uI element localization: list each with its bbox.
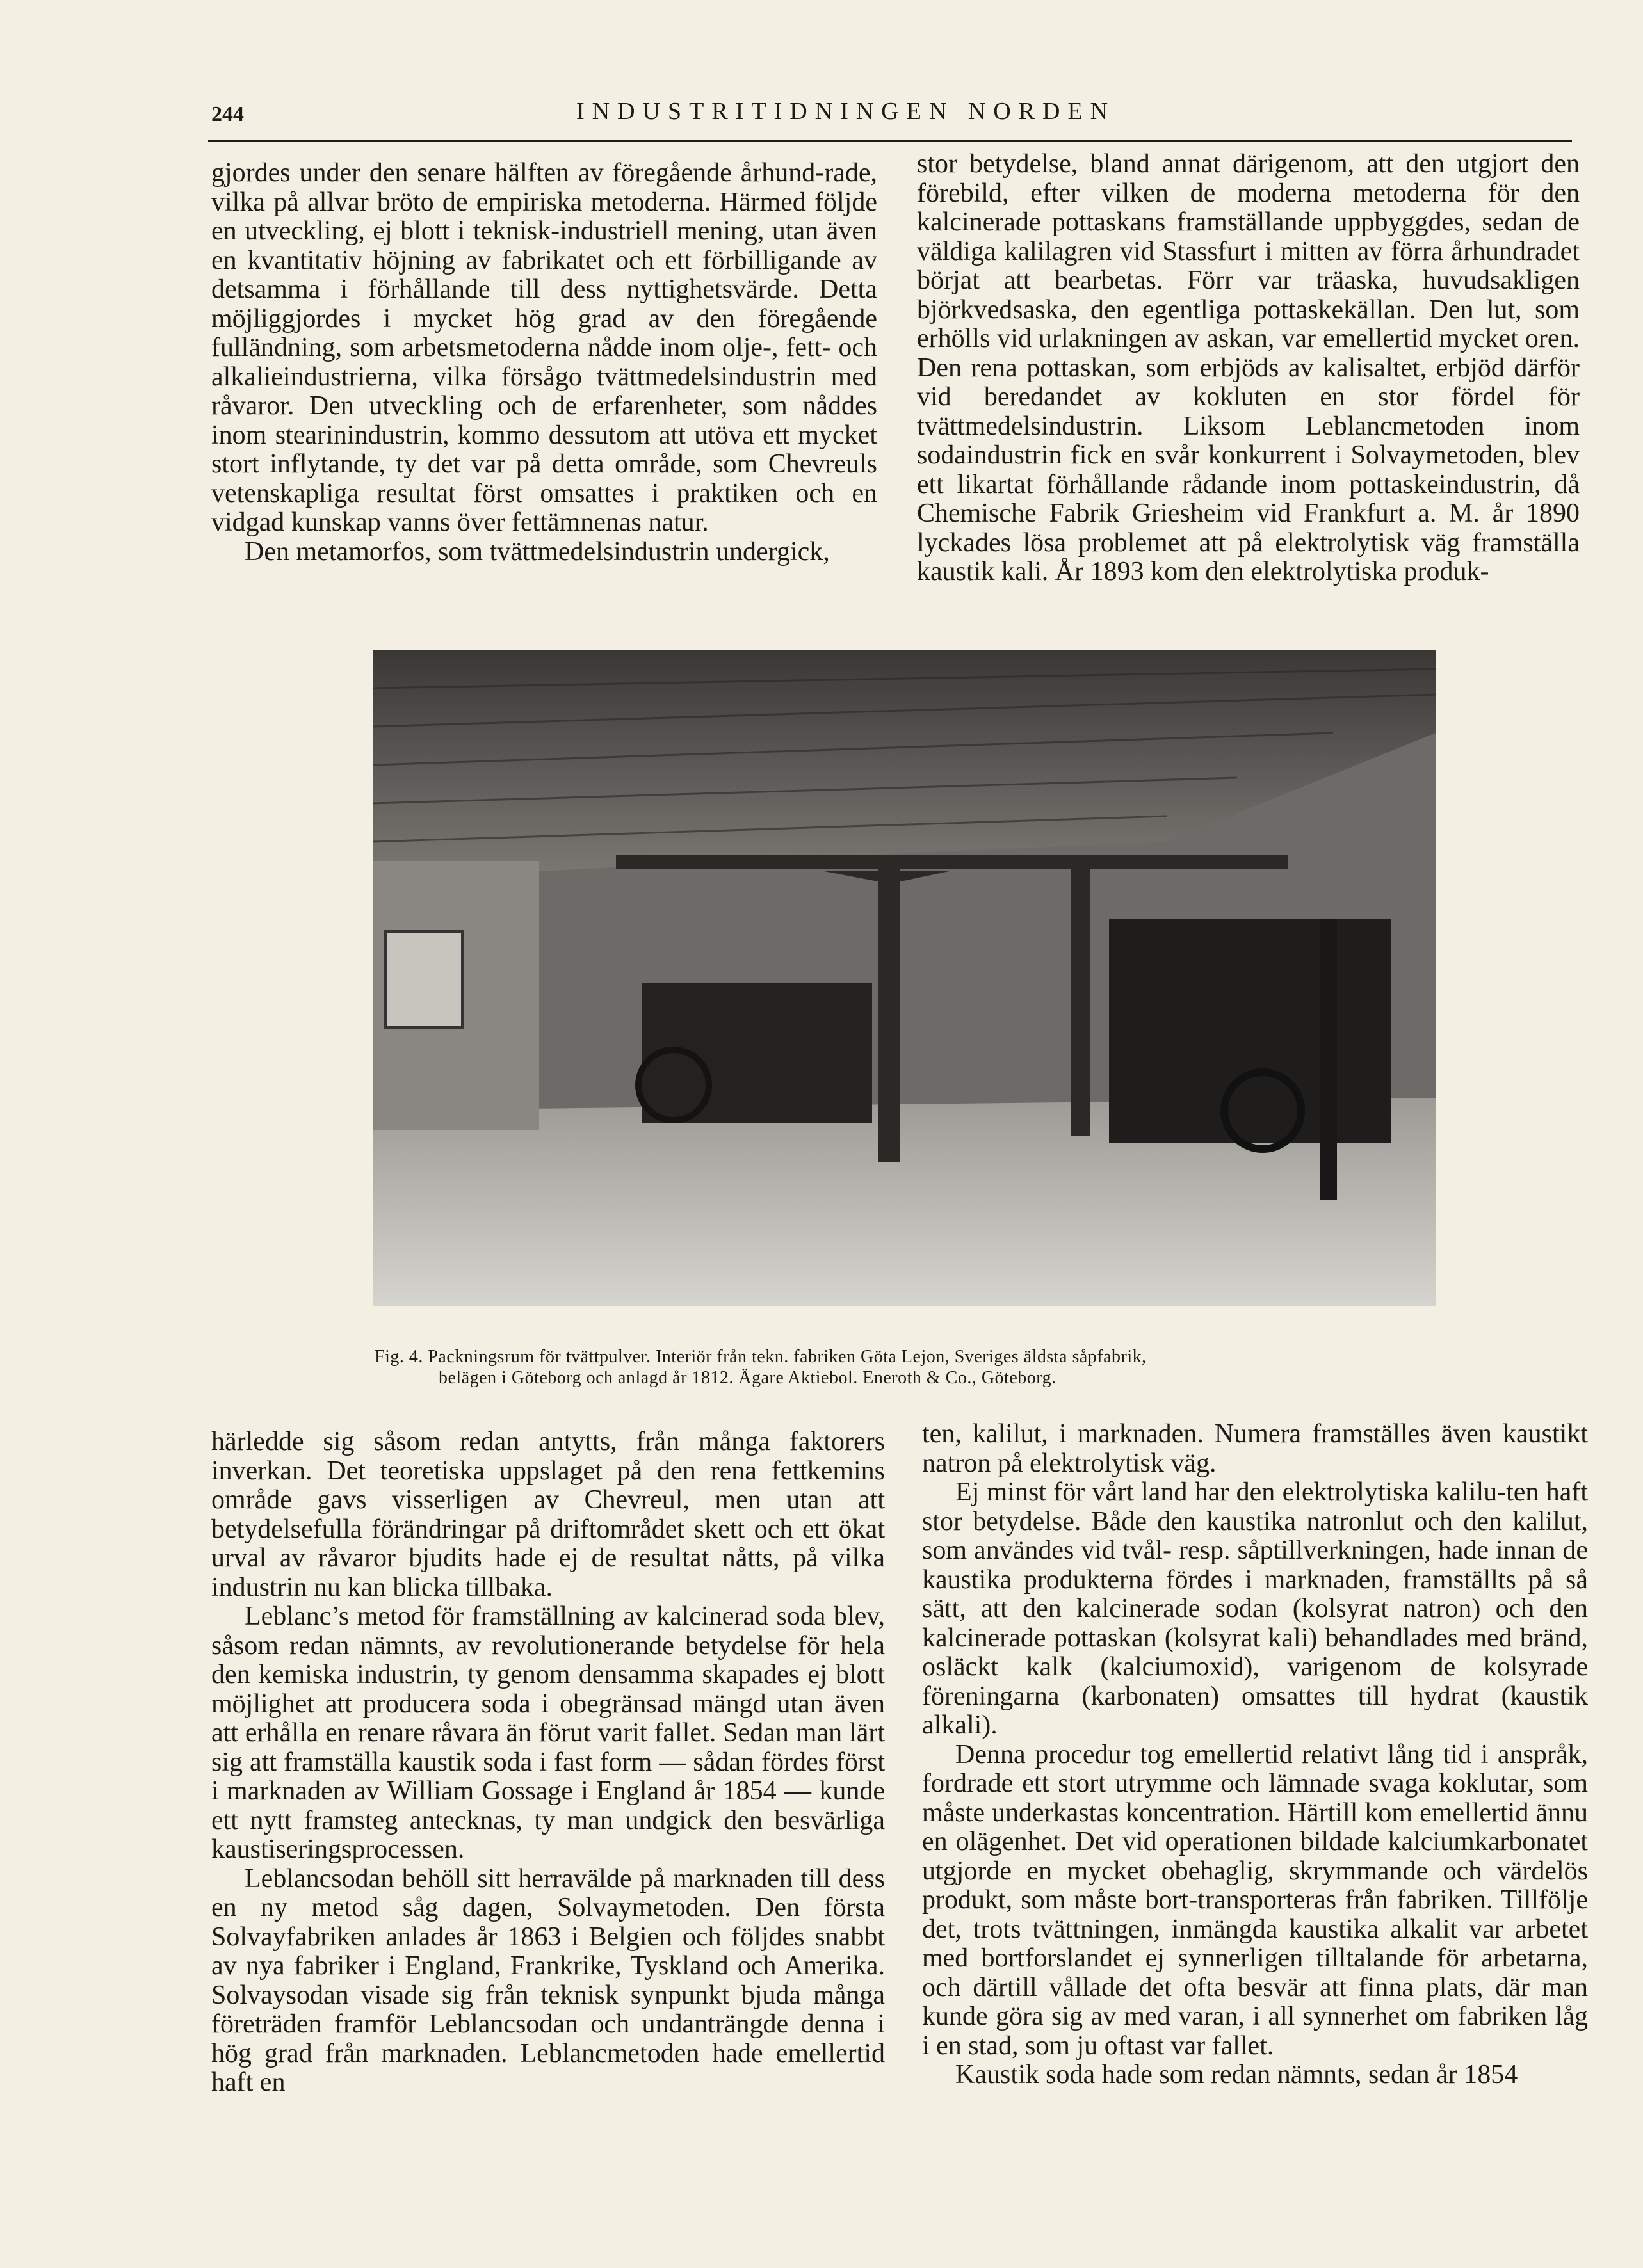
paragraph: Kaustik soda hade som redan nämnts, sedan år 1854 [955,2060,1518,2089]
paragraph: ten, kalilut, i marknaden. Numera framställes även kaustikt natron på elektrolytisk väg. [922,1419,1588,1478]
column-bottom-left [211,1428,885,2098]
column-top-right [917,150,1580,587]
photo-illustration [373,650,1436,1306]
caption-line: belägen i Göteborg och anlagd år 1812. Ägare Aktiebol. Eneroth & Co., Göteborg. [439,1368,1056,1388]
paragraph: Ej minst för vårt land har den elektrolytiska kalilu-ten haft stor betydelse. Både den kaustika natronlut och den kalilut, som användes vid tvål- resp. såptillverkningen, hade innan de kaustika produkterna fördes i marknaden, framställts på så sätt, att den kalcinerade sodan (kolsyrat natron) och den kalcinerade pottaskan (kolsyrat kali) behandlades med bränd, osläckt kalk (kalciumoxid), varigenom de kolsyrade föreningarna (karbonaten) omsattes till hydrat (kaustik alkali). [922,1477,1588,1740]
figure-caption [375,1346,1463,1388]
paragraph: Leblanc’s metod för framställning av kalcinerad soda blev, såsom redan nämnts, av revolutionerande betydelse för hela den kemiska industrin, ty genom densamma skapades ej blott möjlighet att producera soda i obegränsad mängd utan även att erhålla en renare råvara än förut varit fallet. Sedan man lärt sig att framställa kaustik soda i fast form — sådan fördes först i marknaden av William Gossage i England år 1854 — kunde ett nytt framsteg antecknas, ty man undgick den besvärliga kaustiseringsprocessen. [211,1602,885,1864]
column-top-left [211,159,877,567]
paragraph: Leblancsodan behöll sitt herravälde på marknaden till dess en ny metod såg dagen, Solvaymetoden. Den första Solvayfabriken anlades år 1863 i Belgien och följdes snabbt av nya fabriker i England, Frankrike, Tyskland och Amerika. Solvaysodan visade sig från teknisk synpunkt bjuda många företräden framför Leblancsodan och undanträngde denna i hög grad från marknaden. Leblancmetoden hade emellertid haft en [211,1863,885,2097]
header-rule [208,140,1572,142]
page-number: 244 [211,102,244,126]
paragraph: Denna procedur tog emellertid relativt lång tid i anspråk, fordrade ett stort utrymme och lämnade svaga koklutar, som måste underkastas koncentration. Härtill kom emellertid ännu en olägenhet. Det vid operationen bildade kalciumkarbonatet utgjorde en mycket obehaglig, skrymmande och värdelös produkt, som måste bort-transporteras från fabriken. Tillfölje det, trots tvättningen, inmängda kaustika alkalit var arbetet med bortforslandet ej synnerligen tilltalande för arbetarna, och därtill vållade det ofta besvär att finna plats, där man kunde göra sig av med varan, i all synnerhet om fabriken låg i en stad, som ju oftast var fallet. [922,1739,1588,2061]
factory-interior-photo [373,650,1436,1306]
paragraph: gjordes under den senare hälften av föregående århund-rade, vilka på allvar bröto de empiriska metoderna. Härmed följde en utveckling, ej blott i teknisk-industriell mening, utan även en kvantitativ höjning av fabrikatet och ett förbilligande av detsamma i förhållande till dess nyttighetsvärde. Detta möjliggjordes i mycket hög grad av den föregående fulländning, som arbetsmetoderna nådde inom olje-, fett- och alkalieindustrierna, vilka försågo tvättmedelsindustrin med råvaror. Den utveckling och de erfarenheter, som nåddes inom stearinindustrin, kommo dessutom att utöva ett mycket stort inflytande, ty det var på detta område, som Chevreuls vetenskapliga resultat först omsattes i praktiken och en vidgad kunskap vanns över fettämnenas natur. [211,158,877,537]
paragraph: härledde sig såsom redan antytts, från många faktorers inverkan. Det teoretiska uppslaget på den rena fettkemins område gavs visserligen av Chevreul, men utan att betydelsefulla förändringar på driftområdet skett och ett ökat urval av råvaror bjudits hade ej de resultat nåtts, på vilka industrin nu kan blicka tillbaka. [211,1427,885,1602]
running-title: INDUSTRITIDNINGEN NORDEN [576,98,1116,125]
column-bottom-right [922,1420,1588,2090]
paragraph: Den metamorfos, som tvättmedelsindustrin undergick, [245,536,830,567]
paragraph: stor betydelse, bland annat därigenom, att den utgjort den förebild, efter vilken de moderna metoderna för den kalcinerade pottaskans framställande uppbyggdes, sedan de väldiga kalilagren vid Stassfurt i mitten av förra århundradet börjat att bearbetas. Förr var träaska, huvudsakligen björkvedsaska, den egentliga pottaskekällan. Den lut, som erhölls vid urlakningen av askan, var emellertid mycket oren. Den rena pottaskan, som erbjöds av kalisaltet, erbjöd därför vid beredandet av kokluten en stor fördel för tvättmedelsindustrin. Liksom Leblancmetoden inom sodaindustrin fick en svår konkurrent i Solvaymetoden, blev ett likartat förhållande rådande inom pottaskeindustrin, då Chemische Fabrik Griesheim vid Frankfurt a. M. år 1890 lyckades lösa problemet att på elektrolytisk väg framställa kaustik kali. År 1893 kom den elektrolytiska produk- [917,149,1580,586]
caption-line: Fig. 4. Packningsrum för tvättpulver. Interiör från tekn. fabriken Göta Lejon, Sveriges äldsta såpfabrik, [375,1347,1147,1367]
